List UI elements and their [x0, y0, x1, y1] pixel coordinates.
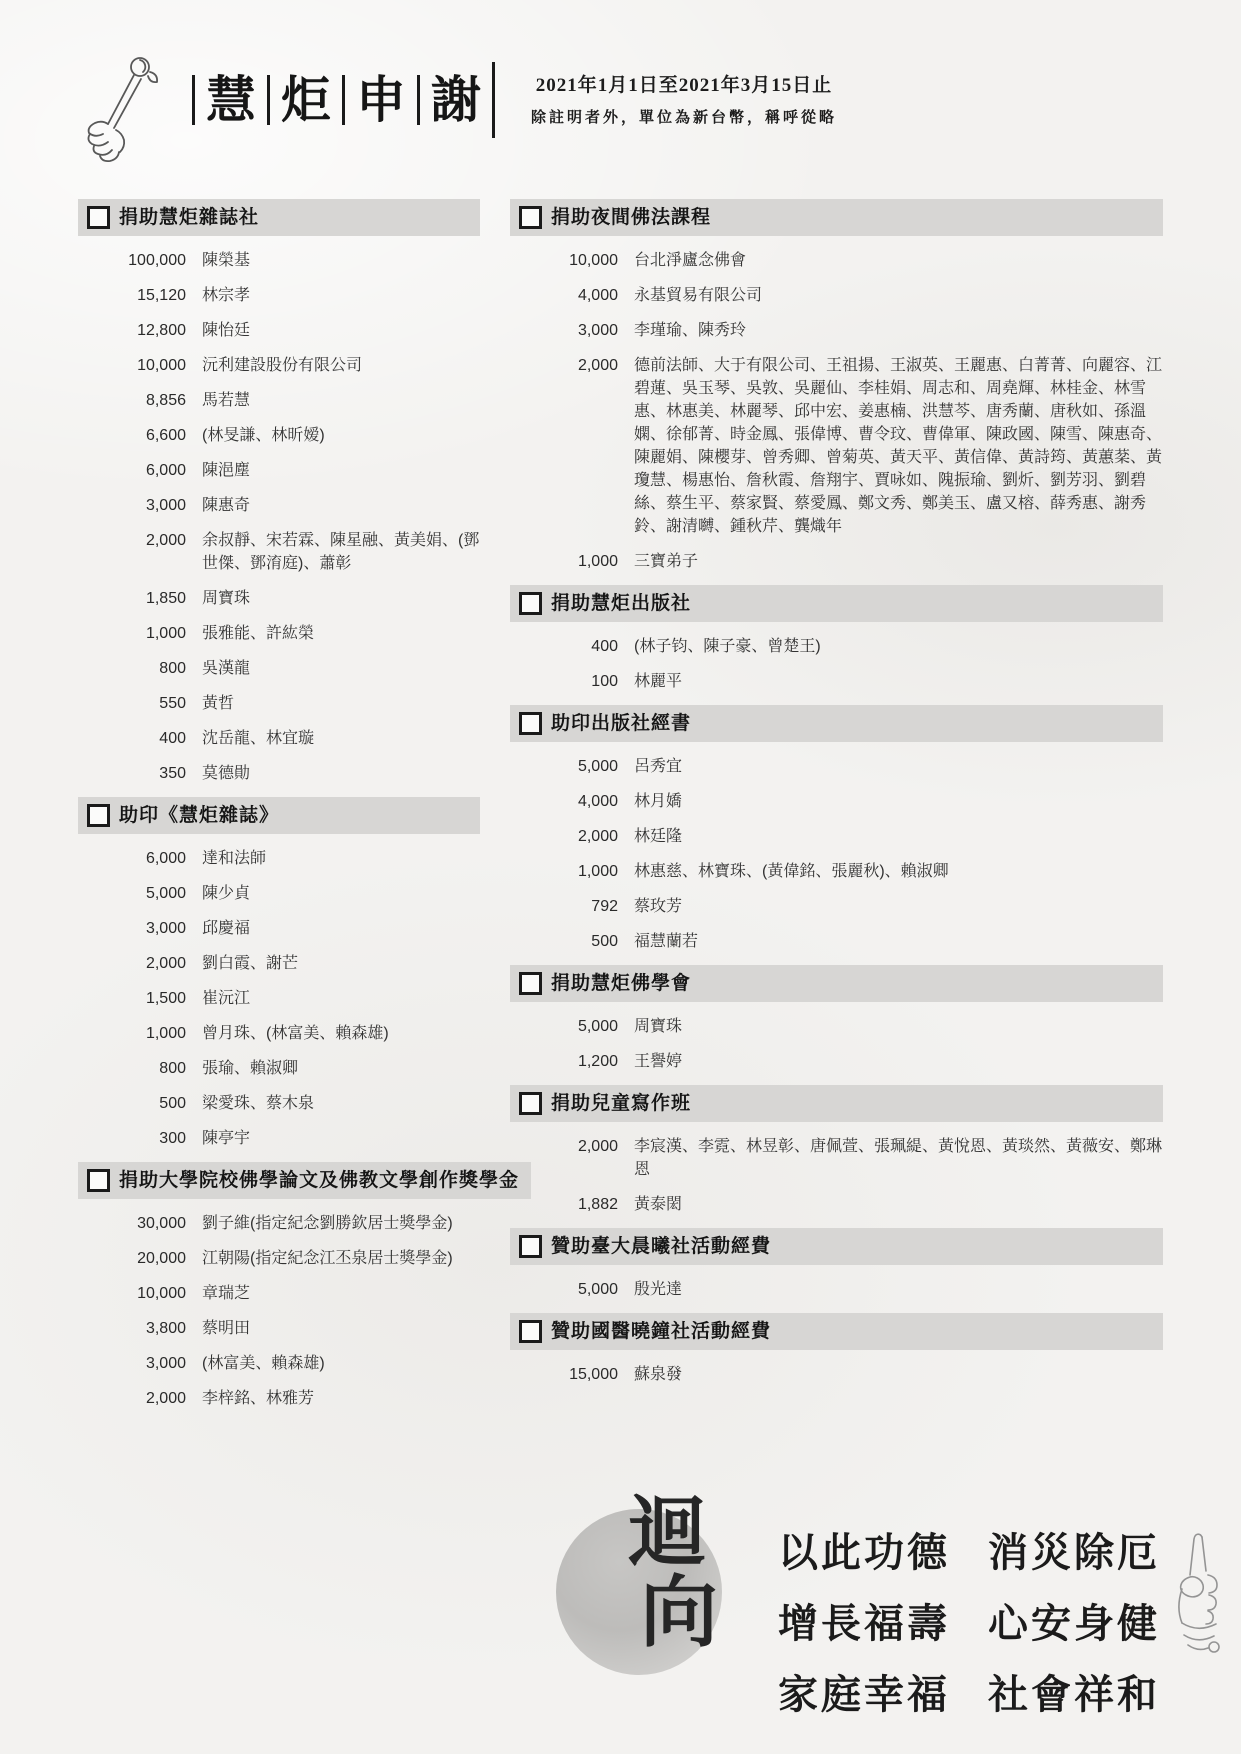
donation-amount: 500 [591, 933, 618, 950]
donation-amount: 100 [591, 673, 618, 690]
donation-names: 曾月珠、(林富美、賴森雄) [202, 1025, 389, 1042]
donation-amount: 3,000 [145, 1355, 186, 1372]
checkbox-icon [87, 804, 110, 827]
donation-amount: 500 [159, 1095, 186, 1112]
donation-entry [78, 882, 480, 905]
donation-amount: 3,000 [145, 920, 186, 937]
donation-names: 林月嬌 [634, 793, 683, 810]
donation-names: 李宸漢、李霓、林昱彰、唐佩萱、張珮緹、黃悅恩、黃琰然、黃薇安、鄭琳恩 [634, 1138, 1163, 1178]
checkbox-icon [519, 1092, 542, 1115]
dedication-phrase: 消災除厄 [988, 1530, 1160, 1575]
section-title: 捐助兒童寫作班 [551, 1092, 692, 1114]
donation-amount: 10,000 [137, 1285, 186, 1302]
donation-entry [510, 1278, 1163, 1301]
section-header [510, 705, 1163, 742]
dedication-phrase: 心安身健 [988, 1601, 1160, 1646]
donation-amount: 5,000 [577, 1018, 618, 1035]
donation-entry [78, 692, 480, 715]
donation-entry [510, 354, 1163, 538]
donation-names: 陳少貞 [202, 885, 251, 902]
donation-names: 達和法師 [202, 850, 267, 867]
donation-names: 黃泰閎 [634, 1196, 683, 1213]
donation-names: 梁愛珠、蔡木泉 [202, 1095, 315, 1112]
section-header [78, 199, 480, 236]
donation-names: 陳怡廷 [202, 322, 251, 339]
donation-entry [510, 895, 1163, 918]
donation-amount: 6,600 [145, 427, 186, 444]
donation-amount: 8,856 [145, 392, 186, 409]
donation-amount: 3,800 [145, 1320, 186, 1337]
donation-entry [78, 917, 480, 940]
donation-names: 張瑜、賴淑卿 [202, 1060, 299, 1077]
donation-names: 蔡明田 [202, 1320, 251, 1337]
donation-names: (林旻謙、林昕嫒) [202, 427, 325, 444]
section-title: 助印《慧炬雜誌》 [119, 804, 280, 826]
torch-hand-logo-icon [78, 46, 170, 169]
donation-names: 陳榮基 [202, 252, 251, 269]
donation-names: 陳浥塵 [202, 462, 251, 479]
section-header [78, 1162, 531, 1199]
donation-amount: 800 [159, 1060, 186, 1077]
section-header [78, 797, 480, 834]
section-title: 贊助臺大晨曦社活動經費 [551, 1235, 772, 1257]
donation-amount: 3,000 [577, 322, 618, 339]
dedication-phrase: 社會祥和 [988, 1672, 1160, 1717]
dedication-line [778, 1592, 1160, 1649]
section-title: 贊助國醫曉鐘社活動經費 [551, 1320, 772, 1342]
donation-entry [510, 860, 1163, 883]
donation-names: 蘇泉發 [634, 1366, 683, 1383]
donation-names: 三寶弟子 [634, 553, 699, 570]
donation-entry [78, 847, 480, 870]
donation-names: 江朝陽(指定紀念江丕泉居士獎學金) [202, 1250, 453, 1267]
donation-amount: 1,882 [577, 1196, 618, 1213]
section-header [510, 965, 1163, 1002]
title-char: 慧 [192, 75, 267, 125]
donation-entry [78, 657, 480, 680]
donation-amount: 15,000 [569, 1366, 618, 1383]
masthead [78, 44, 1163, 169]
dedication-phrase: 增長福壽 [778, 1601, 950, 1646]
donation-amount: 5,000 [577, 758, 618, 775]
checkbox-icon [519, 972, 542, 995]
donation-names: 劉子維(指定紀念劉勝欽居士獎學金) [202, 1215, 453, 1232]
donation-entry [78, 319, 480, 342]
donation-entry [510, 755, 1163, 778]
donation-entry [78, 1092, 480, 1115]
mudra-hand-icon [1168, 1531, 1232, 1664]
donation-entry [78, 284, 480, 307]
donation-amount: 20,000 [137, 1250, 186, 1267]
currency-note: 除註明者外，單位為新台幣，稱呼從略 [531, 110, 838, 126]
donation-entry [78, 622, 480, 645]
seal-char: 向 [640, 1568, 719, 1656]
donation-amount: 6,000 [145, 462, 186, 479]
section-title: 捐助大學院校佛學論文及佛教文學創作獎學金 [119, 1169, 520, 1191]
donation-amount: 100,000 [128, 252, 186, 269]
donation-names: (林富美、賴森雄) [202, 1355, 325, 1372]
donation-entry [510, 1135, 1163, 1181]
donation-amount: 1,200 [577, 1053, 618, 1070]
donation-entry [78, 1057, 480, 1080]
donation-names: 章瑞芝 [202, 1285, 251, 1302]
donation-names: 張雅能、許紘榮 [202, 625, 315, 642]
donation-entry [78, 494, 480, 517]
donation-amount: 1,000 [145, 625, 186, 642]
donation-names: 林惠慈、林寶珠、(黃偉銘、張麗秋)、賴淑卿 [634, 863, 949, 880]
donation-names: 台北淨廬念佛會 [634, 252, 747, 269]
donation-amount: 2,000 [145, 1390, 186, 1407]
donation-amount: 10,000 [569, 252, 618, 269]
donation-entry [78, 1387, 480, 1410]
dedication-phrase: 家庭幸福 [778, 1672, 950, 1717]
section-title: 捐助慧炬佛學會 [551, 972, 692, 994]
masthead-notes [531, 70, 837, 127]
donation-entry [78, 1282, 480, 1305]
donation-entry [510, 1363, 1163, 1386]
donation-names: 李瑾瑜、陳秀玲 [634, 322, 747, 339]
donation-amount: 400 [159, 730, 186, 747]
donation-amount: 4,000 [577, 793, 618, 810]
donation-names: 德前法師、大于有限公司、王祖揚、王淑英、王麗惠、白菁菁、向麗容、江碧蓮、吳玉琴、吳敦、吳麗仙、李桂娟、周志和、周堯輝、林桂金、林雪惠、林惠美、林麗琴、邱中宏、姜惠楠、洪慧芩、唐秀蘭、唐秋如、孫溫嫻、徐郁菁、時金鳳、張偉博、曹令玟、曹偉軍、陳政國、陳雪、陳惠奇、陳麗娟、陳櫻芽、曾秀卿、曾菊英、黃天平、黃信偉、黃詩筠、黃蕙棻、黃瓊慧、楊惠怡、詹秋霞、詹翔宇、賈咏如、隗振瑜、劉炘、劉芳羽、劉碧絲、蔡生平、蔡家賢、蔡愛鳳、鄭文秀、鄭美玉、盧又榕、薛秀惠、謝秀鈴、謝清嚩、鍾秋芹、龔熾年 [634, 357, 1163, 535]
seal-char: 迴 [628, 1489, 707, 1576]
donation-names: 林宗孝 [202, 287, 251, 304]
donation-amount: 792 [591, 898, 618, 915]
donation-names: 余叔靜、宋若霖、陳星融、黃美娟、(鄧世傑、鄧淯庭)、蕭彰 [202, 532, 480, 572]
donation-entry [78, 529, 480, 575]
donation-entry [510, 1015, 1163, 1038]
donation-amount: 5,000 [145, 885, 186, 902]
donation-entry [78, 1317, 480, 1340]
donation-entry [510, 670, 1163, 693]
donation-amount: 12,800 [137, 322, 186, 339]
donation-amount: 400 [591, 638, 618, 655]
donation-amount: 1,000 [577, 863, 618, 880]
dedication-phrase: 以此功德 [778, 1530, 950, 1575]
donation-entry [510, 635, 1163, 658]
checkbox-icon [87, 206, 110, 229]
donation-amount: 15,120 [137, 287, 186, 304]
donation-entry [78, 987, 480, 1010]
donation-amount: 4,000 [577, 287, 618, 304]
section-header [510, 585, 1163, 622]
donation-entry [78, 587, 480, 610]
donation-amount: 10,000 [137, 357, 186, 374]
checkbox-icon [519, 206, 542, 229]
donation-entry [510, 550, 1163, 573]
donation-names: 崔沅江 [202, 990, 251, 1007]
donation-entry [510, 790, 1163, 813]
donation-entry [510, 249, 1163, 272]
seal-characters [628, 1489, 719, 1656]
title-char: 炬 [267, 75, 342, 125]
donation-entry [510, 319, 1163, 342]
dedication-line [778, 1663, 1160, 1720]
column-right [510, 199, 1163, 1398]
donation-names: 王譽婷 [634, 1053, 683, 1070]
donation-amount: 800 [159, 660, 186, 677]
donation-names: 莫德勛 [202, 765, 251, 782]
donation-names: 黃哲 [202, 695, 235, 712]
donation-entry [78, 1022, 480, 1045]
checkbox-icon [87, 1169, 110, 1192]
donation-names: 李梓銘、林雅芳 [202, 1390, 315, 1407]
dedication-footer [552, 1489, 1241, 1720]
donation-amount: 1,850 [145, 590, 186, 607]
donation-amount: 1,000 [145, 1025, 186, 1042]
section-title: 捐助慧炬出版社 [551, 592, 692, 614]
donation-names: (林子钧、陳子豪、曾楚王) [634, 638, 821, 655]
dedication-line [778, 1521, 1160, 1578]
donation-amount: 3,000 [145, 497, 186, 514]
donation-amount: 2,000 [145, 532, 186, 549]
donation-entry [510, 284, 1163, 307]
section-header [510, 199, 1163, 236]
donation-names: 蔡玫芳 [634, 898, 683, 915]
donation-entry [78, 389, 480, 412]
donation-names: 吳漢龍 [202, 660, 251, 677]
huixiang-seal [552, 1489, 764, 1711]
date-range: 2021年1月1日至2021年3月15日止 [535, 75, 833, 96]
donation-entry [78, 249, 480, 272]
donation-amount: 350 [159, 765, 186, 782]
donation-entry [78, 424, 480, 447]
donation-names: 周寶珠 [202, 590, 251, 607]
checkbox-icon [519, 1320, 542, 1343]
donation-names: 殷光達 [634, 1281, 683, 1298]
donation-entry [78, 762, 480, 785]
section-title: 捐助慧炬雜誌社 [119, 206, 260, 228]
masthead-title [192, 62, 495, 138]
donation-amount: 30,000 [137, 1215, 186, 1232]
donation-names: 陳惠奇 [202, 497, 251, 514]
donation-names: 林麗平 [634, 673, 683, 690]
donation-names: 邱慶福 [202, 920, 251, 937]
donation-amount: 2,000 [577, 357, 618, 374]
section-header [510, 1228, 1163, 1265]
donation-entry [78, 1352, 480, 1375]
checkbox-icon [519, 592, 542, 615]
donation-entry [78, 952, 480, 975]
donation-amount: 1,500 [145, 990, 186, 1007]
donation-amount: 6,000 [145, 850, 186, 867]
section-header [510, 1085, 1163, 1122]
donation-amount: 5,000 [577, 1281, 618, 1298]
donation-amount: 1,000 [577, 553, 618, 570]
donation-entry [78, 1212, 480, 1235]
donation-names: 馬若慧 [202, 392, 251, 409]
checkbox-icon [519, 712, 542, 735]
section-header [510, 1313, 1163, 1350]
donation-names: 劉白霞、謝芒 [202, 955, 299, 972]
donation-entry [510, 930, 1163, 953]
donation-entry [78, 354, 480, 377]
donation-names: 沈岳龍、林宜璇 [202, 730, 315, 747]
column-left [78, 199, 520, 1422]
section-title: 助印出版社經書 [551, 712, 692, 734]
section-title: 捐助夜間佛法課程 [551, 206, 712, 228]
donation-amount: 550 [159, 695, 186, 712]
donation-names: 周寶珠 [634, 1018, 683, 1035]
donation-names: 福慧蘭若 [634, 933, 699, 950]
donation-entry [510, 1050, 1163, 1073]
donation-columns [78, 199, 1163, 1422]
donation-names: 林廷隆 [634, 828, 683, 845]
donation-entry [78, 459, 480, 482]
donation-amount: 2,000 [577, 1138, 618, 1155]
donation-amount: 2,000 [577, 828, 618, 845]
donation-entry [78, 1247, 480, 1270]
donation-names: 陳亭宇 [202, 1130, 251, 1147]
checkbox-icon [519, 1235, 542, 1258]
title-char: 謝 [417, 75, 492, 125]
donation-entry [510, 1193, 1163, 1216]
donation-amount: 300 [159, 1130, 186, 1147]
donation-amount: 2,000 [145, 955, 186, 972]
donation-entry [510, 825, 1163, 848]
dedication-text [778, 1493, 1160, 1720]
donation-names: 呂秀宜 [634, 758, 683, 775]
donation-entry [78, 727, 480, 750]
donation-names: 沅利建設股份有限公司 [202, 357, 363, 374]
donation-names: 永基貿易有限公司 [634, 287, 763, 304]
donation-entry [78, 1127, 480, 1150]
title-char: 申 [342, 75, 417, 125]
